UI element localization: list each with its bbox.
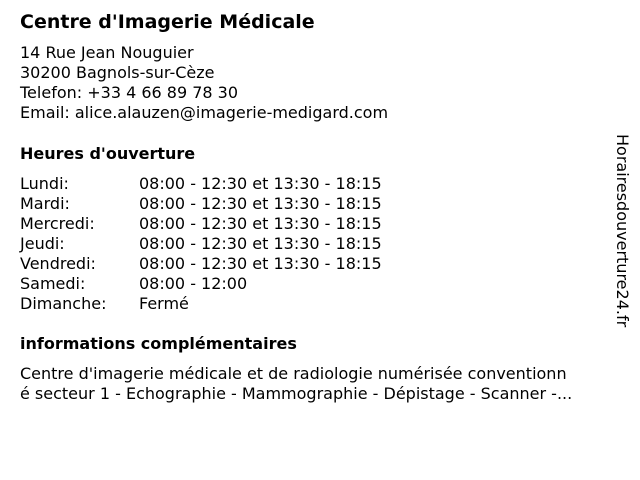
email-address: Email: alice.alauzen@imagerie-medigard.com — [20, 103, 389, 122]
hours-row-saturday — [20, 274, 440, 294]
day-label: Mercredi: — [20, 214, 95, 233]
day-label: Jeudi: — [20, 234, 65, 253]
additional-info-text — [20, 364, 632, 404]
address-street: 14 Rue Jean Nouguier — [20, 43, 194, 62]
business-name: Centre d'Imagerie Médicale — [20, 11, 315, 33]
day-hours: 08:00 - 12:30 et 13:30 - 18:15 — [139, 174, 382, 193]
day-hours: 08:00 - 12:30 et 13:30 - 18:15 — [139, 214, 382, 233]
day-hours: 08:00 - 12:30 et 13:30 - 18:15 — [139, 254, 382, 273]
day-label: Samedi: — [20, 274, 86, 293]
opening-hours-heading: Heures d'ouverture — [20, 144, 196, 163]
address-city: 30200 Bagnols-sur-Cèze — [20, 63, 215, 82]
day-label: Vendredi: — [20, 254, 96, 273]
day-label: Dimanche: — [20, 294, 107, 313]
description-line: Centre d'imagerie médicale et de radiologie numérisée conventionn — [20, 364, 567, 383]
site-watermark: Horairesdouverture24.fr — [613, 134, 632, 328]
hours-row-friday — [20, 254, 440, 274]
day-hours: 08:00 - 12:00 — [139, 274, 248, 293]
description-line: é secteur 1 - Echographie - Mammographie - Dépistage - Scanner -... — [20, 384, 573, 403]
day-hours: 08:00 - 12:30 et 13:30 - 18:15 — [139, 234, 382, 253]
phone-number: Telefon: +33 4 66 89 78 30 — [20, 83, 239, 102]
hours-row-tuesday — [20, 194, 440, 214]
contact-block — [20, 43, 388, 123]
opening-hours-table — [20, 174, 440, 314]
hours-row-thursday — [20, 234, 440, 254]
day-hours: Fermé — [139, 294, 189, 313]
hours-row-wednesday — [20, 214, 440, 234]
day-label: Mardi: — [20, 194, 70, 213]
hours-row-monday — [20, 174, 440, 194]
additional-info-heading: informations complémentaires — [20, 334, 297, 353]
hours-row-sunday — [20, 294, 440, 314]
day-label: Lundi: — [20, 174, 69, 193]
day-hours: 08:00 - 12:30 et 13:30 - 18:15 — [139, 194, 382, 213]
